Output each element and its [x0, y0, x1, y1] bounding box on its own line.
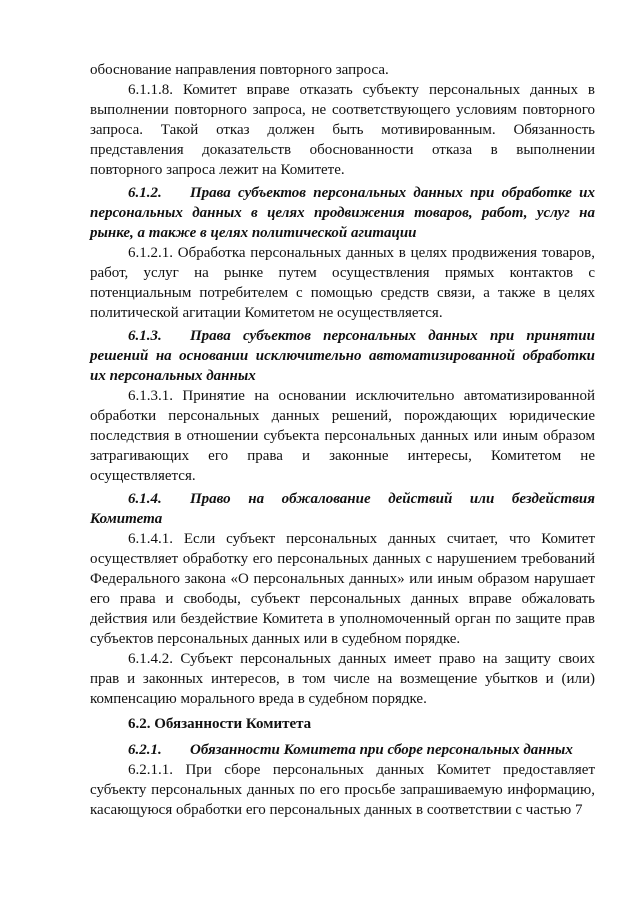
paragraph-continuation: обоснование направления повторного запроса. — [90, 62, 389, 78]
heading-6-2-1 — [90, 740, 595, 760]
heading-number: 6.1.4. — [128, 491, 162, 507]
heading-number: 6.1.2. — [128, 185, 162, 201]
paragraph-6-2-1-1: 6.2.1.1. При сборе персональных данных Комитет предоставляет субъекту персональных данных по его просьбе запрашиваемую информацию, касающуюся обработки его персональных данных в соответствии с частью 7 — [90, 762, 595, 818]
paragraph-6-1-2-1: 6.1.2.1. Обработка персональных данных в целях продвижения товаров, работ, услуг на рынке путем осуществления прямых контактов с потенциальным потребителем с помощью средств связи, а также в целях политической агитации Комитетом не осуществляется. — [90, 245, 595, 321]
heading-number: 6.1.3. — [128, 328, 162, 344]
paragraph-6-1-4-2: 6.1.4.2. Субъект персональных данных имеет право на защиту своих прав и законных интересов, в том числе на возмещение убытков и (или) компенсацию морального вреда в судебном порядке. — [90, 651, 595, 707]
heading-text: Обязанности Комитета при сборе персональных данных — [190, 742, 573, 758]
paragraph-6-1-4-1: 6.1.4.1. Если субъект персональных данных считает, что Комитет осуществляет обработку его персональных данных с нарушением требований Федерального закона «О персональных данных» или иным образом нарушает его права и свободы, субъект персональных данных вправе обжаловать действия или бездействие Комитета в уполномоченный орган по защите прав субъектов персональных данных или в судебном порядке. — [90, 531, 595, 647]
heading-6-2: 6.2. Обязанности Комитета — [128, 716, 312, 732]
heading-6-1-2 — [90, 183, 595, 243]
heading-6-1-3 — [90, 326, 595, 386]
paragraph-6-1-1-8: 6.1.1.8. Комитет вправе отказать субъекту персональных данных в выполнении повторного запроса, не соответствующего условиям повторного запроса. Такой отказ должен быть мотивированным. Обязанность представления доказательств обоснованности отказа в выполнении повторного запроса лежит на Комитете. — [90, 82, 595, 178]
heading-6-1-4 — [90, 489, 595, 529]
heading-text: Права субъектов персональных данных при принятии решений на основании исключительно автоматизированной обработки их персональных данных — [90, 328, 595, 384]
heading-text: Право на обжалование действий или бездействия Комитета — [90, 491, 595, 527]
heading-number: 6.2.1. — [128, 742, 162, 758]
heading-text: Права субъектов персональных данных при обработке их персональных данных в целях продвижения товаров, работ, услуг на рынке, а также в целях политической агитации — [90, 185, 595, 241]
paragraph-6-1-3-1: 6.1.3.1. Принятие на основании исключительно автоматизированной обработки персональных данных решений, порождающих юридические последствия в отношении субъекта персональных данных или иным образом затрагивающих его права и законные интересы, Комитетом не осуществляется. — [90, 388, 595, 484]
document-page — [90, 60, 595, 820]
